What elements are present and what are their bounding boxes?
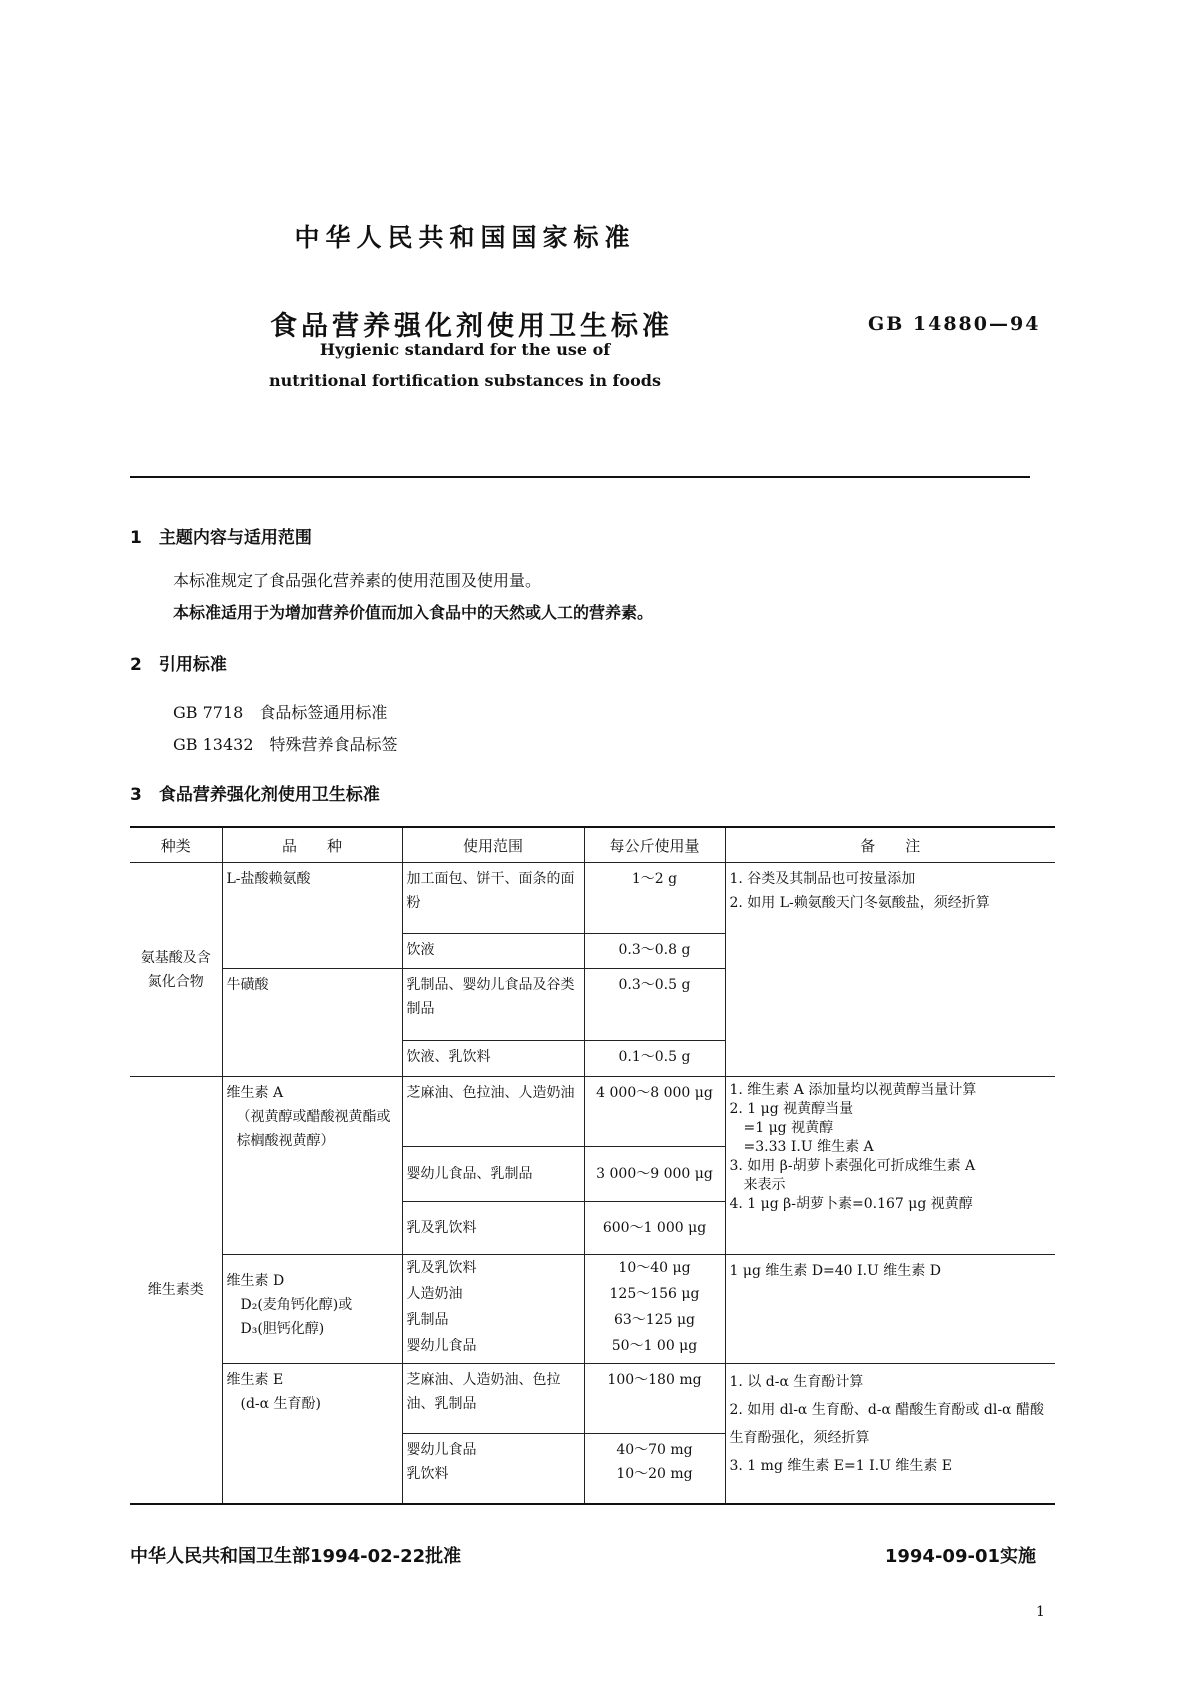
- header-variety: 品 种: [222, 827, 402, 863]
- notes-vitamin-d: 1 μg 维生素 D=40 I.U 维生素 D: [725, 1255, 1055, 1364]
- variety-vitamin-e: 维生素 E (d-α 生育酚): [222, 1364, 402, 1504]
- standard-code: GB 14880—94: [868, 313, 1041, 335]
- amount-cell: 40～70 mg 10～20 mg: [584, 1434, 725, 1504]
- table-header-row: [130, 827, 1055, 863]
- standard-title: 食品营养强化剂使用卫生标准: [270, 311, 673, 342]
- header-rule: [130, 476, 1030, 478]
- amount-cell: 10～40 μg 125～156 μg 63～125 μg 50～1 00 μg: [584, 1255, 725, 1364]
- header-scope: 使用范围: [402, 827, 584, 863]
- amount-cell: 0.1～0.5 g: [584, 1041, 725, 1077]
- variety-vitamin-d: 维生素 D D₂(麦角钙化醇)或 D₃(胆钙化醇): [222, 1255, 402, 1364]
- variety-lysine: L-盐酸赖氨酸: [222, 863, 402, 969]
- notes-amino: 1. 谷类及其制品也可按量添加 2. 如用 L-赖氨酸天门冬氨酸盐，须经折算: [725, 863, 1055, 1077]
- scope-cell: 婴幼儿食品 乳饮料: [402, 1434, 584, 1504]
- amount-cell: 600～1 000 μg: [584, 1202, 725, 1255]
- table-row: [130, 1077, 1055, 1147]
- scope-cell: 加工面包、饼干、面条的面粉: [402, 863, 584, 934]
- notes-vitamin-a: 1. 维生素 A 添加量均以视黄醇当量计算 2. 1 μg 视黄醇当量 =1 μg 视黄醇 =3.33 I.U 维生素 A 3. 如用 β-胡萝卜素强化可折成维生素 A 来表示 4. 1 μg β-胡萝卜素=0.167 μg 视黄醇: [725, 1077, 1055, 1255]
- scope-cell: 饮液: [402, 934, 584, 969]
- scope-cell: 饮液、乳饮料: [402, 1041, 584, 1077]
- section-1-heading: 1 主题内容与适用范围: [130, 528, 312, 548]
- header-notes: 备 注: [725, 827, 1055, 863]
- implementation-date: 1994-09-01实施: [884, 1546, 1036, 1567]
- section-3-heading: 3 食品营养强化剂使用卫生标准: [130, 785, 380, 805]
- category-vitamins: 维生素类: [130, 1077, 222, 1504]
- amount-cell: 100～180 mg: [584, 1364, 725, 1434]
- section-1-line-2: 本标准适用于为增加营养价值而加入食品中的天然或人工的营养素。: [173, 603, 654, 622]
- english-title-2: nutritional fortification substances in foods: [269, 371, 661, 390]
- scope-cell: 乳及乳饮料 人造奶油 乳制品 婴幼儿食品: [402, 1255, 584, 1364]
- amount-cell: 0.3～0.5 g: [584, 969, 725, 1041]
- scope-cell: 婴幼儿食品、乳制品: [402, 1147, 584, 1202]
- page-number: 1: [1036, 1604, 1045, 1620]
- variety-vitamin-a: 维生素 A （视黄醇或醋酸视黄酯或棕榈酸视黄醇）: [222, 1077, 402, 1255]
- scope-cell: 芝麻油、色拉油、人造奶油: [402, 1077, 584, 1147]
- english-title-1: Hygienic standard for the use of: [319, 340, 611, 359]
- fortification-table: [130, 826, 1055, 1505]
- header-amount: 每公斤使用量: [584, 827, 725, 863]
- reference-2: GB 13432 特殊营养食品标签: [173, 735, 398, 754]
- table-row: [130, 1364, 1055, 1434]
- scope-cell: 芝麻油、人造奶油、色拉油、乳制品: [402, 1364, 584, 1434]
- org-title: 中华人民共和国国家标准: [294, 223, 636, 252]
- amount-cell: 4 000～8 000 μg: [584, 1077, 725, 1147]
- amount-cell: 3 000～9 000 μg: [584, 1147, 725, 1202]
- reference-1: GB 7718 食品标签通用标准: [173, 703, 388, 722]
- scope-cell: 乳及乳饮料: [402, 1202, 584, 1255]
- notes-vitamin-e: 1. 以 d-α 生育酚计算 2. 如用 dl-α 生育酚、d-α 醋酸生育酚或 dl-α 醋酸生育酚强化，须经折算 3. 1 mg 维生素 E=1 I.U 维生素 E: [725, 1364, 1055, 1504]
- section-1-line-1: 本标准规定了食品强化营养素的使用范围及使用量。: [173, 571, 542, 590]
- amount-cell: 1～2 g: [584, 863, 725, 934]
- table-row: [130, 1255, 1055, 1364]
- variety-taurine: 牛磺酸: [222, 969, 402, 1077]
- header-category: 种类: [130, 827, 222, 863]
- approval-line: 中华人民共和国卫生部1994-02-22批准: [130, 1546, 462, 1567]
- amount-cell: 0.3～0.8 g: [584, 934, 725, 969]
- category-amino: 氨基酸及含氮化合物: [130, 863, 222, 1077]
- table-row: [130, 863, 1055, 934]
- scope-cell: 乳制品、婴幼儿食品及谷类制品: [402, 969, 584, 1041]
- section-2-heading: 2 引用标准: [130, 655, 227, 675]
